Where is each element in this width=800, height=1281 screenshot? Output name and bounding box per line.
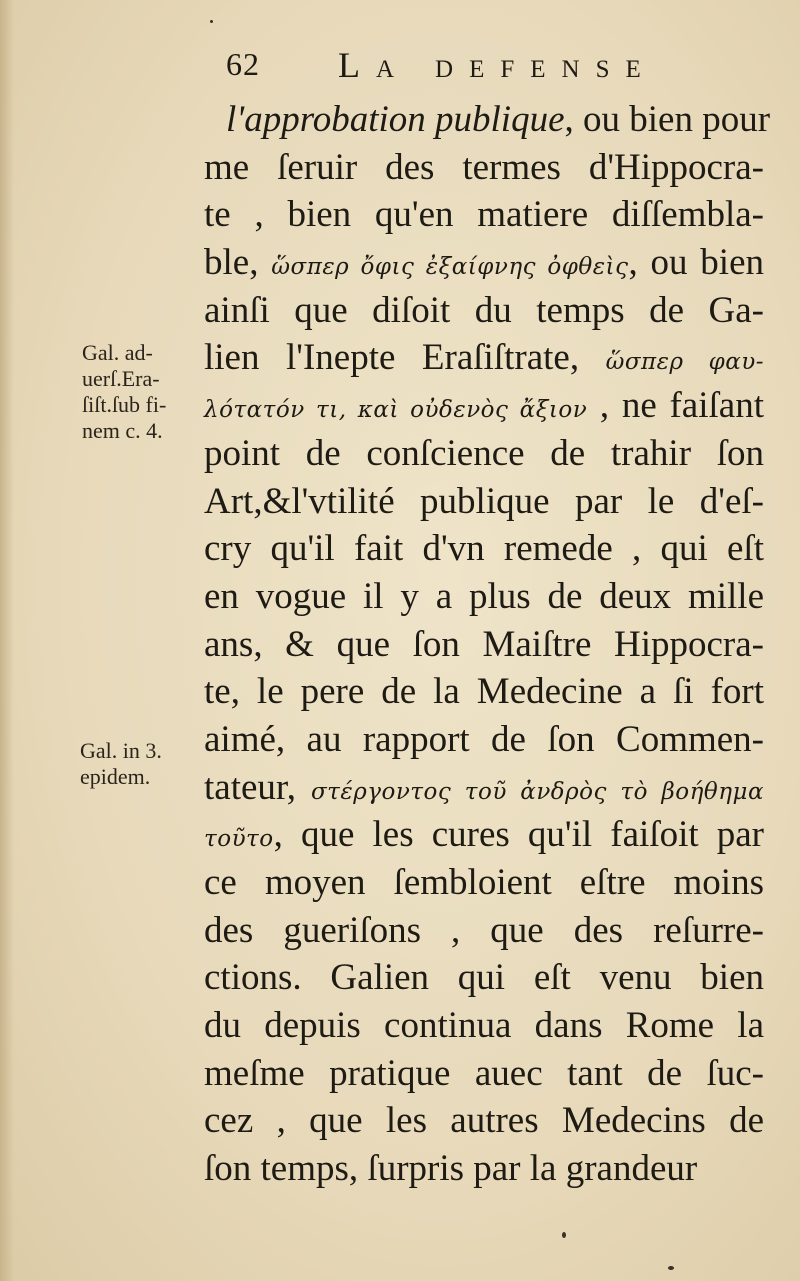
greek-quotation: ὥσπερ φαυ- [605,349,764,376]
text-segment: aimé, au rapport de ſon Commen- [204,718,764,760]
text-line [204,621,764,669]
text-line [204,954,764,1002]
text-segment: te, le pere de la Medecine a ſi fort [204,671,764,713]
margin-note-line: Gal. ad- [82,340,153,365]
text-line [204,668,764,716]
text-segment: , ne faiſant [587,385,764,427]
text-line [204,907,764,955]
text-segment: ainſi que diſoit du temps de Ga- [204,289,764,331]
text-line [204,764,764,812]
margin-note-galen-epidemics [80,738,208,790]
text-line [204,191,764,239]
text-line [204,96,771,144]
text-segment: du depuis continua dans Rome la [204,1005,764,1047]
text-segment: , ou bien [628,242,764,284]
text-line [204,287,764,335]
text-segment: cez , que les autres Medecins de [204,1100,764,1142]
margin-note-line: epidem. [80,764,151,789]
text-segment: Art,&l'vtilité publique par le d'eſ- [204,480,764,522]
text-segment: cry qu'il fait d'vn remede , qui eſt [204,528,764,570]
ink-speck [210,20,213,23]
text-line [204,573,764,621]
margin-note-galen-erasistratus [82,340,210,444]
text-line [204,1145,764,1193]
text-segment: point de conſcience de trahir ſon [204,432,764,474]
margin-note-line: Gal. in 3. [80,738,162,763]
text-line [204,1097,764,1145]
text-line [204,430,764,478]
page-number: 62 [226,46,260,82]
text-line [204,239,764,287]
greek-quotation: λότατόν τι, καὶ οὐδενὸς ἄξιον [204,397,588,424]
ink-speck [562,1232,566,1238]
text-segment: des gueriſons , que des reſurre- [204,909,764,951]
text-segment: , ou bien pour [564,99,771,140]
running-title: La defense [338,45,657,85]
text-segment: ſon temps, ſurpris par la grandeur [204,1148,698,1190]
text-line [204,1050,764,1098]
text-segment: tateur, [204,766,311,808]
text-segment: lien l'Inepte Eraſiſtrate, [204,337,606,379]
text-segment: meſme pratique auec tant de ſuc- [204,1052,764,1094]
greek-quotation: στέργοντος τοῦ ἀνδρὸς τὸ βοήθημα [310,778,765,805]
text-line [204,478,764,526]
text-segment: ble, [204,242,272,284]
text-segment: ans, & que ſon Maiſtre Hippocra- [204,623,764,665]
text-line [204,382,764,430]
main-text-block [204,96,771,1193]
greek-quotation: ὥσπερ ὄφις ἐξαίφνης ὀφθεὶς [271,254,629,281]
text-segment: , que les cures qu'il faiſoit par [273,814,764,856]
text-line [204,334,764,382]
text-line [204,144,764,192]
text-line [204,811,764,859]
text-segment: ctions. Galien qui eſt venu bien [204,957,764,999]
page-header [226,44,696,92]
text-line [204,859,764,907]
margin-note-line: ſiſt.ſub fi- [82,392,167,417]
text-line [204,525,764,573]
greek-quotation: τοῦτο [204,826,274,853]
text-line [204,716,764,764]
text-segment: ce moyen ſembloient eſtre moins [204,862,764,903]
ink-speck [668,1266,674,1270]
text-line [204,1002,764,1050]
text-segment: en vogue il y a plus de deux mille [204,575,764,617]
margin-note-line: nem c. 4. [82,418,163,443]
text-segment: me ſeruir des termes d'Hippocra- [204,146,764,188]
italic-phrase: l'approbation publique [226,99,565,140]
text-segment: te , bien qu'en matiere diſſembla- [204,194,764,236]
margin-note-line: uerſ.Era- [82,366,160,391]
